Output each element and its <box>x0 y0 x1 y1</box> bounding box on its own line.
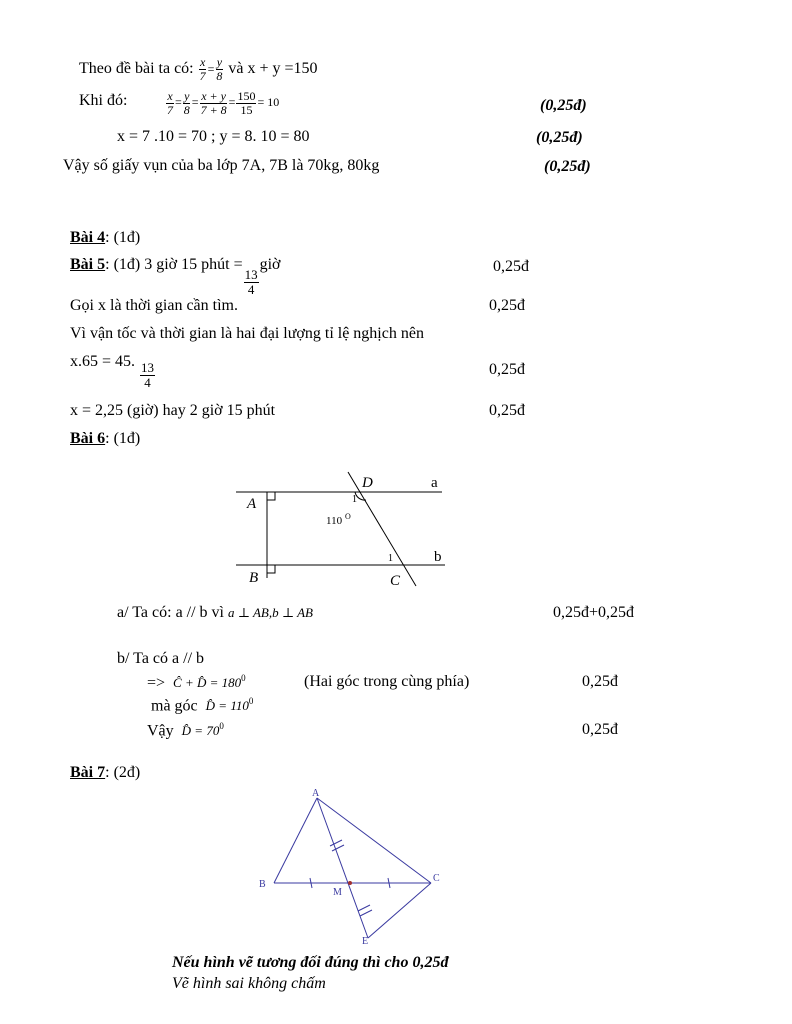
segment-ab <box>274 798 317 883</box>
bai6-part-b-line3 <box>151 697 253 714</box>
bai6-part-b: b/ Ta có a // b <box>117 650 205 667</box>
math-expression: D̂ = 70 <box>181 723 220 739</box>
label-m: M <box>333 887 342 898</box>
label-b-point: B <box>249 570 259 586</box>
right-angle-mark-a <box>267 492 275 500</box>
fraction: $\frac{x + y}{7 + 8}$ <box>200 89 227 117</box>
score: 0,25đ <box>489 297 525 314</box>
score: 0,25đ <box>582 673 618 690</box>
angle-1-top: 1 <box>352 494 357 505</box>
score: (0,25đ) <box>540 97 587 114</box>
line-text: Theo đề bài ta có: <box>79 59 194 77</box>
bai4-rest: : (1đ) <box>105 229 141 246</box>
tick-am-2 <box>332 845 344 851</box>
tick-me-2 <box>360 910 372 916</box>
label-a-point: A <box>247 496 257 512</box>
bai6-part-b-line4 <box>147 722 224 739</box>
point-m <box>348 881 352 885</box>
bai5-line5: x = 2,25 (giờ) hay 2 giờ 15 phút <box>70 402 276 419</box>
bai7-heading <box>70 765 140 781</box>
bai5-rest: : (1đ) 3 giờ 15 phút = <box>105 256 243 273</box>
score: 0,25đ <box>582 721 618 738</box>
bai6-heading <box>70 431 140 447</box>
score: 0,25đ+0,25đ <box>553 604 635 621</box>
label-a: a <box>431 475 438 491</box>
score: 0,25đ <box>489 361 525 378</box>
bai6-label: Bài 6 <box>70 430 106 447</box>
bai4-label: Bài 4 <box>70 229 106 246</box>
score: 0,25đ <box>489 402 525 419</box>
line-khi-do <box>79 93 127 109</box>
label-c: C <box>390 573 401 589</box>
tick-me-1 <box>358 905 370 911</box>
unit: giờ <box>259 256 281 273</box>
label-d: D <box>362 475 373 491</box>
line-text: Vậy <box>147 722 174 740</box>
label-b: b <box>434 549 442 565</box>
line-ratio-given <box>79 56 318 82</box>
triangle-figure <box>255 786 450 950</box>
fraction: $\frac{150}{15}$ <box>237 89 256 117</box>
line-text: mà góc <box>151 697 198 715</box>
fraction-x-7: $\frac{x}{7}$ <box>199 55 206 83</box>
label-c: C <box>433 873 440 884</box>
math-expression: D̂ = 110 <box>205 698 249 714</box>
parallel-lines-figure <box>230 466 460 596</box>
angle-110: 110 <box>326 515 343 527</box>
fraction-13-4: $\frac{13}{4}$ <box>244 267 258 297</box>
bai6-part-a <box>117 605 313 621</box>
segment-ec <box>368 883 431 938</box>
bai7-rest: : (2đ) <box>105 764 141 781</box>
line-text: x.65 = 45. <box>70 353 136 370</box>
math-expression: a ⊥ AB,b ⊥ AB <box>228 605 313 620</box>
bai7-label: Bài 7 <box>70 764 106 781</box>
line-solution-values: x = 7 .10 = 70 ; y = 8. 10 = 80 <box>117 128 310 145</box>
score: (0,25đ) <box>536 129 583 146</box>
line-tail: và x + y =150 <box>228 59 318 77</box>
line-conclusion: Vậy số giấy vụn của ba lớp 7A, 7B là 70kg, 80kg <box>63 157 380 174</box>
label-e: E <box>362 936 369 947</box>
fraction-y-8: $\frac{y}{8}$ <box>216 55 223 83</box>
note-scoring: Nếu hình vẽ tương đối đúng thì cho 0,25đ <box>172 954 449 971</box>
bai4-heading <box>70 230 140 246</box>
degree: 0 <box>248 696 254 706</box>
segment-ac <box>317 798 431 883</box>
bai5-heading <box>70 257 281 296</box>
line-text: Khi đó: <box>79 92 128 109</box>
note-no-score: Vẽ hình sai không chấm <box>172 975 326 992</box>
degree-mark: O <box>345 512 351 521</box>
bai5-line3: Vì vận tốc và thời gian là hai đại lượng tỉ lệ nghịch nên <box>70 325 424 342</box>
label-a: A <box>312 788 320 799</box>
fraction: $\frac{y}{8}$ <box>183 89 190 117</box>
transversal-dc <box>348 472 416 586</box>
degree: 0 <box>219 721 224 731</box>
bai6-rest: : (1đ) <box>105 430 141 447</box>
angle-1-bottom: 1 <box>388 553 393 564</box>
label-b: B <box>259 879 266 890</box>
right-angle-mark-b <box>267 565 275 573</box>
math-expression: Ĉ + D̂ = 180 <box>173 675 242 691</box>
bai5-label: Bài 5 <box>70 256 106 273</box>
score: 0,25đ <box>493 258 529 275</box>
fraction: $\frac{x}{7}$ <box>167 89 173 117</box>
result: = 10 <box>257 94 280 109</box>
bai6-part-b-line2 <box>147 674 246 691</box>
equals-sign: = <box>207 61 215 76</box>
segment-ae <box>317 798 368 938</box>
bai6-note: (Hai góc trong cùng phía) <box>304 673 470 690</box>
degree: 0 <box>241 673 246 683</box>
implies: => <box>147 674 166 692</box>
equal-ratio-chain: $\frac{x}{7}$ = $\frac{y}{8}$ = $\frac{x + y}{7 + 8}$ = $\frac{150}{15}$ = 10 <box>167 89 280 117</box>
tick-am-1 <box>330 840 342 846</box>
bai5-line2: Gọi x là thời gian cần tìm. <box>70 297 238 314</box>
bai5-line4 <box>70 354 156 389</box>
line-text: a/ Ta có: a // b vì <box>117 604 224 621</box>
score: (0,25đ) <box>544 158 591 175</box>
fraction-13-4: $\frac{13}{4}$ <box>141 360 155 390</box>
